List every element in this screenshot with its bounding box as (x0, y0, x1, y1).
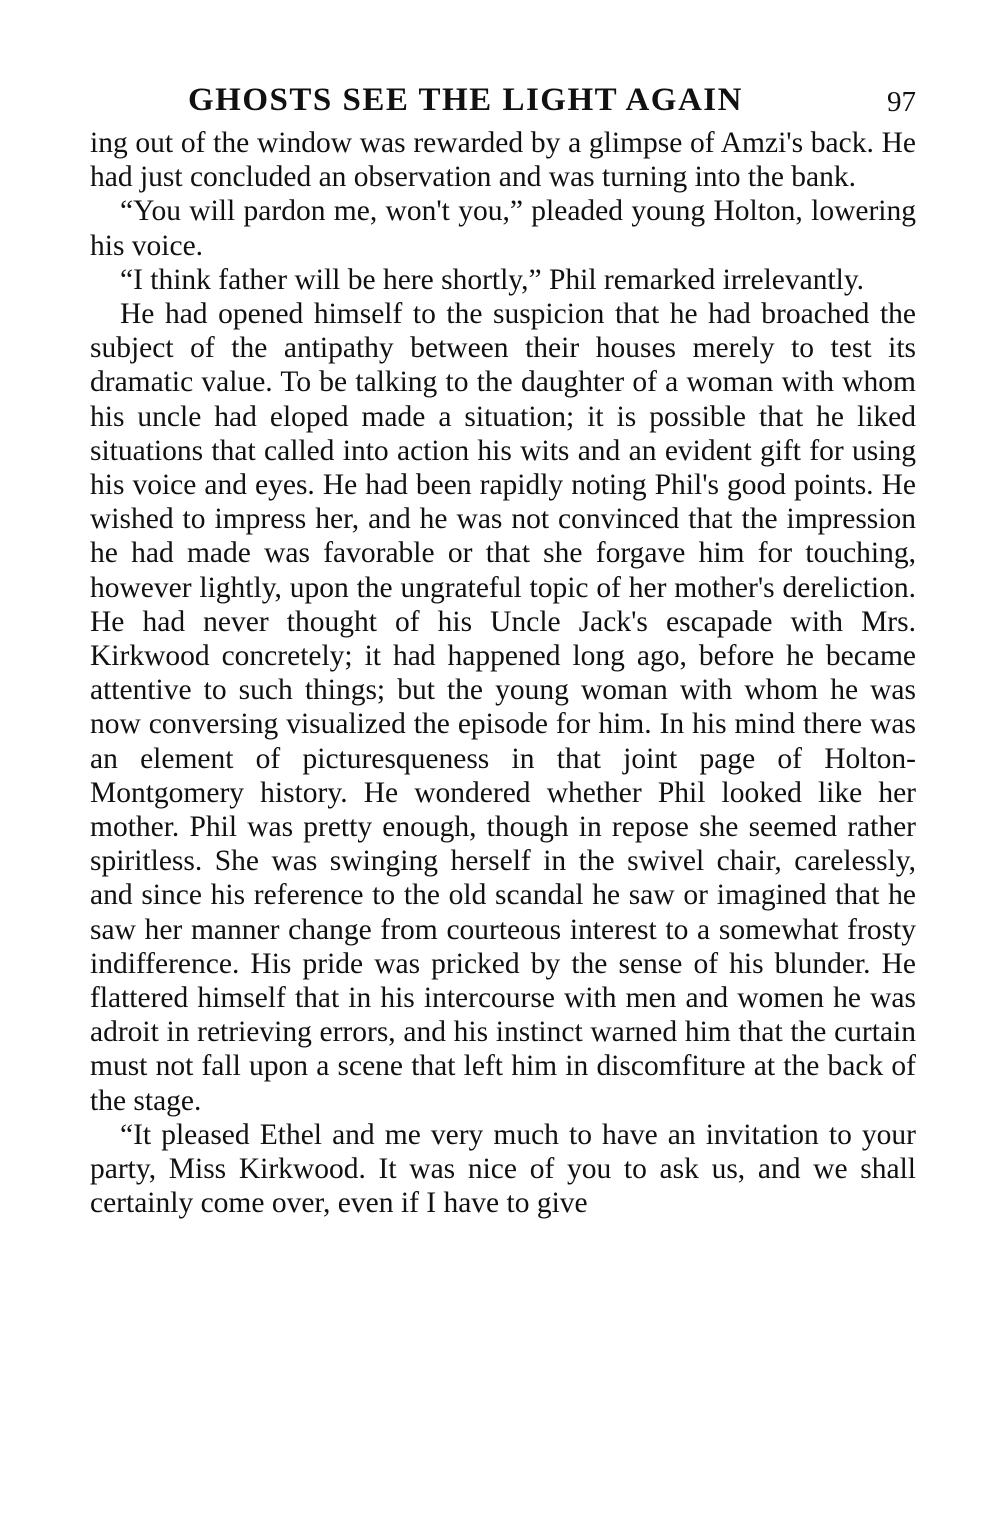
paragraph-dialogue-invitation: “It pleased Ethel and me very much to have an invitation to your party, Miss Kirkwood. It was nice of you to ask us, and we shall certainly come over, even if I have to give (90, 1118, 916, 1220)
paragraph-narration: He had opened himself to the suspicion that he had broached the subject of the antipathy between their houses merely to test its dramatic value. To be talking to the daughter of a woman with whom his uncle had eloped made a situation; it is possible that he liked situations that called into action his wits and an evident gift for using his voice and eyes. He had been rapidly noting Phil's good points. He wished to impress her, and he was not convinced that the impression he had made was favorable or that she forgave him for touching, however lightly, upon the ungrateful topic of her mother's dereliction. He had never thought of his Uncle Jack's escapade with Mrs. Kirkwood concretely; it had happened long ago, before he became attentive to such things; but the young woman with whom he was now conversing visualized the episode for him. In his mind there was an element of picturesqueness in that joint page of Holton-Montgomery history. He wondered whether Phil looked like her mother. Phil was pretty enough, though in repose she seemed rather spiritless. She was swinging herself in the swivel chair, carelessly, and since his reference to the old scandal he saw or imagined that he saw her manner change from courteous interest to a somewhat frosty indifference. His pride was pricked by the sense of his blunder. He flattered himself that in his intercourse with men and women he was adroit in retrieving errors, and his instinct warned him that the curtain must not fall upon a scene that left him in discomfiture at the back of the stage. (90, 298, 916, 1117)
book-page (90, 78, 916, 1221)
running-title: GHOSTS SEE THE LIGHT AGAIN (188, 82, 743, 118)
body-text (90, 126, 916, 1221)
paragraph-dialogue-phil: “I think father will be here shortly,” Phil remarked irrelevantly. (120, 263, 865, 296)
paragraph-continuation: ing out of the window was rewarded by a glimpse of Amzi's back. He had just concluded an observation and was turning into the bank. (90, 127, 916, 194)
running-head (90, 78, 916, 122)
page-number: 97 (887, 86, 916, 118)
paragraph-dialogue-holton: “You will pardon me, won't you,” pleaded young Holton, lowering his voice. (90, 195, 916, 262)
